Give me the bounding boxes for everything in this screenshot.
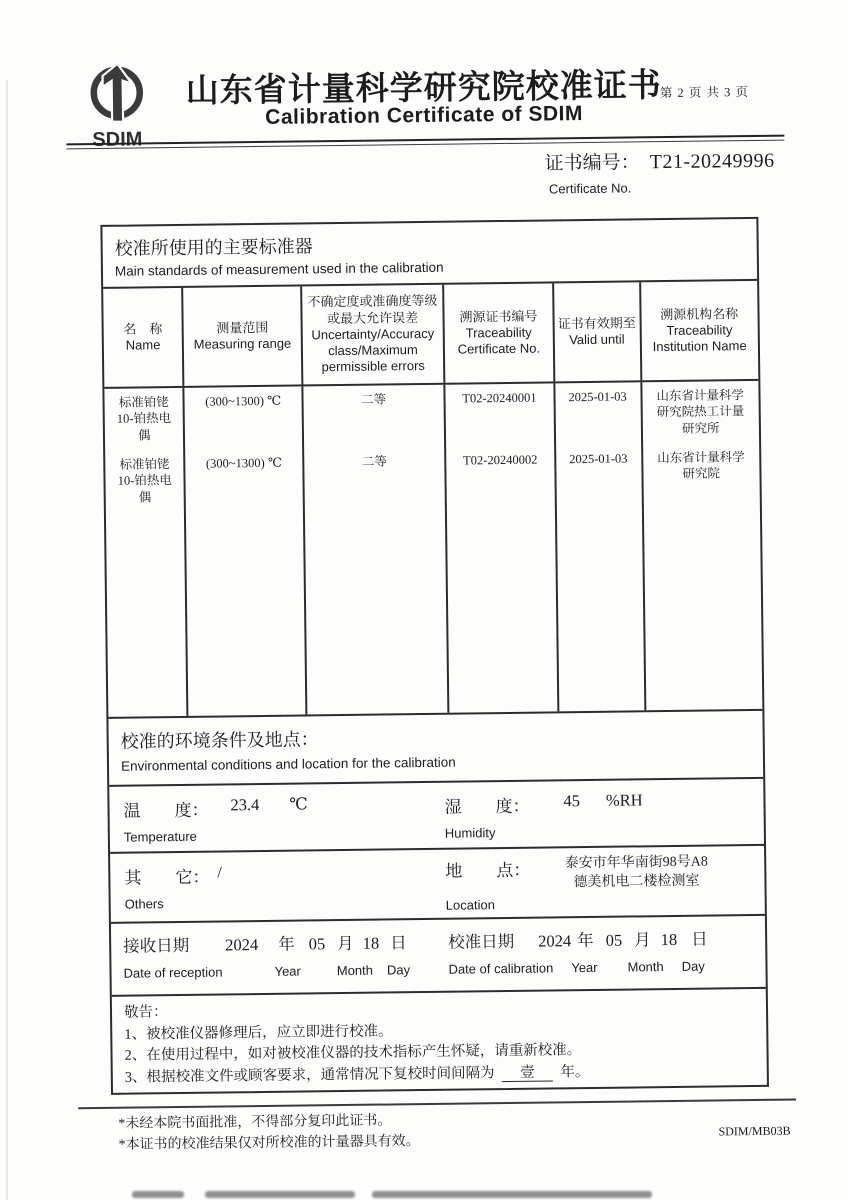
location-label-zh: 地 点： <box>445 860 531 881</box>
standards-section-header <box>102 219 757 287</box>
table-cell: 二等 <box>361 454 387 469</box>
calibration-label-en: Date of calibration <box>448 960 554 977</box>
footer-note-1: *未经本院书面批准，不得部分复印此证书。 <box>118 1113 392 1132</box>
reception-label-zh: 接收日期 <box>123 935 190 956</box>
table-cell: 二等 <box>361 392 387 407</box>
column-valid-until <box>555 382 646 711</box>
standards-title-en: Main standards of measurement used in the calibration <box>114 259 444 279</box>
column-measuring-range <box>185 386 307 715</box>
page-number: 第 2 页 共 3 页 <box>659 84 750 101</box>
others-location-row <box>110 844 765 922</box>
standards-title-zh: 校准所使用的主要标准器 <box>114 236 313 259</box>
table-cell: 2025-01-03 <box>569 451 628 467</box>
col-header-name: 名 称 Name <box>103 288 185 387</box>
certificate-title-zh: 山东省计量科学研究院校准证书 <box>185 68 662 110</box>
humidity-field <box>436 779 764 848</box>
temperature-unit: ℃ <box>289 794 308 814</box>
table-cell: T02-20240001 <box>462 390 537 406</box>
year-unit: 年 <box>278 934 295 954</box>
footer-note-2: *本证书的校准结果仅对所校准的计量器具有效。 <box>118 1134 420 1153</box>
table-cell: 2025-01-03 <box>568 389 627 405</box>
standards-table-body <box>104 379 762 717</box>
standards-table-header <box>103 279 758 387</box>
recalibration-interval-value: 壹 <box>502 1064 553 1082</box>
calibration-month: 05 <box>605 930 623 950</box>
calibration-day: 18 <box>660 929 678 950</box>
temperature-field <box>109 783 437 852</box>
table-cell: 标准铂铑 10-铂热电 偶 <box>116 395 172 442</box>
table-cell: (300~1300) ℃ <box>205 455 282 471</box>
temperature-label-en: Temperature <box>123 828 197 845</box>
scan-edge-artifact <box>6 80 8 1200</box>
certificate-number-block <box>544 146 774 197</box>
humidity-label-zh: 湿 度： <box>444 796 530 817</box>
footer-divider <box>78 1098 796 1108</box>
reception-day: 18 <box>362 933 380 953</box>
others-field <box>110 850 438 922</box>
notice-title: 敬告： <box>123 1004 168 1021</box>
reception-year: 2024 <box>225 935 259 955</box>
col-header-measuring-range: 测量范围 Measuring range <box>184 286 304 385</box>
column-institution <box>642 381 762 710</box>
calibration-date-field: 校准日期 2024 年 05 月 18 日 Date of calibration Year Month Day <box>448 929 708 977</box>
notice-line-1: 1、被校准仪器修理后，应立即进行校准。 <box>124 1022 393 1043</box>
certificate-body-frame <box>100 217 769 1095</box>
others-value: / <box>217 862 223 882</box>
humidity-unit: %RH <box>605 790 643 810</box>
calibration-year: 2024 <box>538 931 572 951</box>
reception-label-en: Date of reception <box>123 964 223 981</box>
environment-conditions-row <box>109 777 764 852</box>
others-label-en: Others <box>124 896 164 912</box>
location-field <box>437 846 765 918</box>
humidity-label-en: Humidity <box>444 825 496 841</box>
month-unit: 月 <box>337 933 354 954</box>
column-traceability-cert-no <box>446 383 559 712</box>
form-code: SDIM/MB03B <box>718 1123 791 1139</box>
environment-section-header <box>108 709 763 785</box>
temperature-label-zh: 温 度： <box>123 800 209 821</box>
table-cell: 山东省计量科学 研究院 <box>657 450 745 482</box>
table-cell: 山东省计量科学 研究院热工计量 研究所 <box>656 388 745 436</box>
others-label-zh: 其 它： <box>124 867 210 888</box>
table-cell: 标准铂铑 10-铂热电 偶 <box>117 457 172 504</box>
col-header-traceability-cert-no: 溯源证书编号 Traceability Certificate No. <box>445 283 555 382</box>
location-value: 泰安市年华南街98号A8 德美机电二楼检测室 <box>564 854 708 891</box>
column-uncertainty <box>303 385 450 715</box>
notice-line-2: 2、在使用过程中，如对被校准仪器的技术指标产生怀疑，请重新校准。 <box>124 1042 582 1064</box>
calibration-label-zh: 校准日期 <box>448 931 515 952</box>
scan-smudge-artifact <box>372 1191 652 1198</box>
column-name <box>104 388 188 717</box>
col-header-valid-until: 证书有效期至 Valid until <box>554 282 642 381</box>
dates-row <box>111 914 766 995</box>
day-unit: 日 <box>390 933 407 953</box>
certificate-number-value: T21-20249996 <box>649 149 775 174</box>
humidity-value: 45 <box>563 791 581 811</box>
certificate-title-en: Calibration Certificate of SDIM <box>265 102 584 129</box>
temperature-value: 23.4 <box>230 795 260 815</box>
table-cell: (300~1300) ℃ <box>205 393 282 409</box>
footer-notes <box>118 1110 419 1156</box>
notice-line-3: 3、根据校准文件或顾客要求，通常情况下复校时间间隔为 壹 年。 <box>124 1063 590 1086</box>
col-header-uncertainty: 不确定度或准确度等级或最大允许误差 Uncertainty/Accuracy class/Maximum permissible errors <box>302 285 446 385</box>
certificate-number-label-en: Certificate No. <box>548 180 632 197</box>
scan-smudge-artifact <box>205 1191 355 1198</box>
certificate-number-label-zh: 证书编号： <box>544 152 640 175</box>
reception-date-field: 接收日期 2024 年 05 月 18 日 Date of reception Year Month Day <box>111 920 439 995</box>
environment-title-en: Environmental conditions and location for the calibration <box>120 754 456 774</box>
location-label-en: Location <box>445 896 495 913</box>
col-header-institution: 溯源机构名称 Traceability Institution Name <box>652 305 747 355</box>
notice-section <box>112 987 767 1093</box>
table-cell: T02-20240002 <box>463 452 538 468</box>
reception-month: 05 <box>308 934 326 954</box>
logo-text: SDIM <box>92 128 143 152</box>
environment-title-zh: 校准的环境条件及地点： <box>120 729 319 752</box>
scan-smudge-artifact <box>132 1191 184 1198</box>
